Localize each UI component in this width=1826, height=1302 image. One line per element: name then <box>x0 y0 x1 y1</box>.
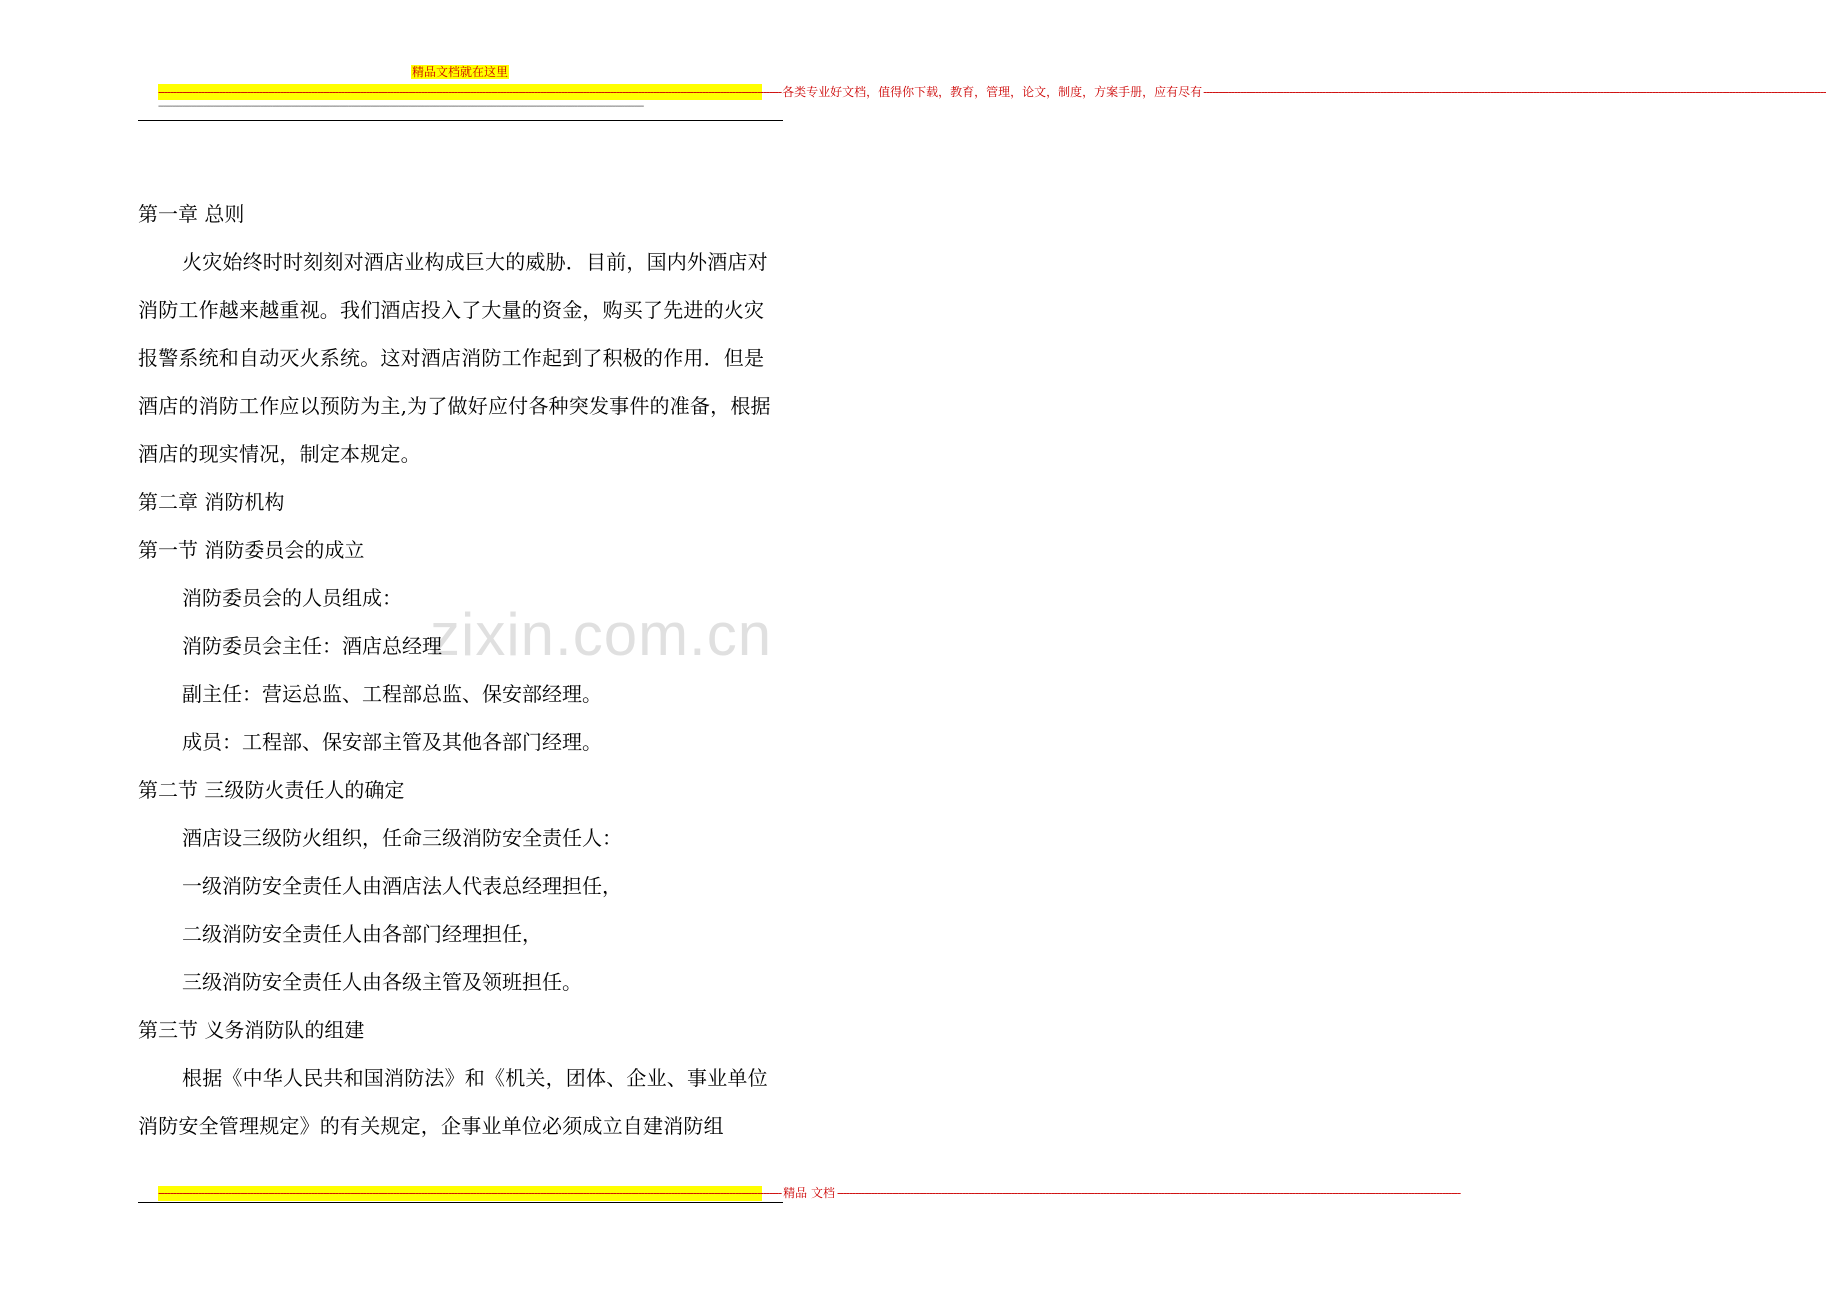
footer-dash-right: ------------------------------------------------------------------------------------------------------------------------------------------------------------------------------------------------------------ <box>836 1186 1461 1200</box>
header-dash-left: ------------------------------------------------------------------------------------------------------------------------------------------------------------------------------------------------------------ <box>158 85 782 99</box>
header-slogan-bar <box>158 84 1826 100</box>
header-dash-right: ------------------------------------------------------------------------------------------------------------------------------------------------------------------------------------------------------------ <box>1203 85 1826 99</box>
watermark: zixin.com.cn <box>430 601 773 668</box>
footer-rule <box>138 1202 783 1203</box>
document-body <box>138 190 788 1150</box>
header-slogan: 各类专业好文档，值得你下载，教育，管理，论文，制度，方案手册，应有尽有 <box>782 85 1203 99</box>
section-2-line: 酒店设三级防火组织，任命三级消防安全责任人： <box>182 826 622 850</box>
chapter-1-paragraph: 火灾始终时时刻刻对酒店业构成巨大的威胁．目前，国内外酒店对消防工作越来越重视。我们酒店投入了大量的资金，购买了先进的火灾报警系统和自动灭火系统。这对酒店消防工作起到了积极的作用．但是酒店的消防工作应以预防为主,为了做好应付各种突发事件的准备，根据酒店的现实情况，制定本规定。 <box>138 250 771 466</box>
footer-dash-left: ------------------------------------------------------------------------------------------------------------------------------------------------------------------------------------------------------------ <box>158 1186 782 1200</box>
section-2-line: 二级消防安全责任人由各部门经理担任， <box>182 922 542 946</box>
section-1-line: 消防委员会主任：酒店总经理 <box>182 634 442 658</box>
header-rule <box>138 120 783 121</box>
header-title: 精品文档就在这里 <box>411 65 508 79</box>
section-3-title: 第三节 义务消防队的组建 <box>138 1018 365 1042</box>
chapter-1-title: 第一章 总则 <box>138 202 245 226</box>
section-1-title: 第一节 消防委员会的成立 <box>138 538 365 562</box>
header-dash-line: ------------------------------------------------------------------------------------------------------------------------------------------------------------------------------------------------------------ <box>158 101 644 112</box>
chapter-2-title: 第二章 消防机构 <box>138 490 285 514</box>
section-1-line: 消防委员会的人员组成： <box>182 586 402 610</box>
section-2-title: 第二节 三级防火责任人的确定 <box>138 778 405 802</box>
footer-bar <box>158 1186 1461 1201</box>
section-2-line: 三级消防安全责任人由各级主管及领班担任。 <box>182 970 582 994</box>
section-1-line: 成员：工程部、保安部主管及其他各部门经理。 <box>182 730 602 754</box>
footer-label: 精品 文档 <box>783 1186 835 1200</box>
section-2-line: 一级消防安全责任人由酒店法人代表总经理担任， <box>182 874 622 898</box>
section-3-paragraph: 根据《中华人民共和国消防法》和《机关，团体、企业、事业单位消防安全管理规定》的有关规定，企事业单位必须成立自建消防组 <box>138 1066 768 1138</box>
section-1-line: 副主任：营运总监、工程部总监、保安部经理。 <box>182 682 602 706</box>
